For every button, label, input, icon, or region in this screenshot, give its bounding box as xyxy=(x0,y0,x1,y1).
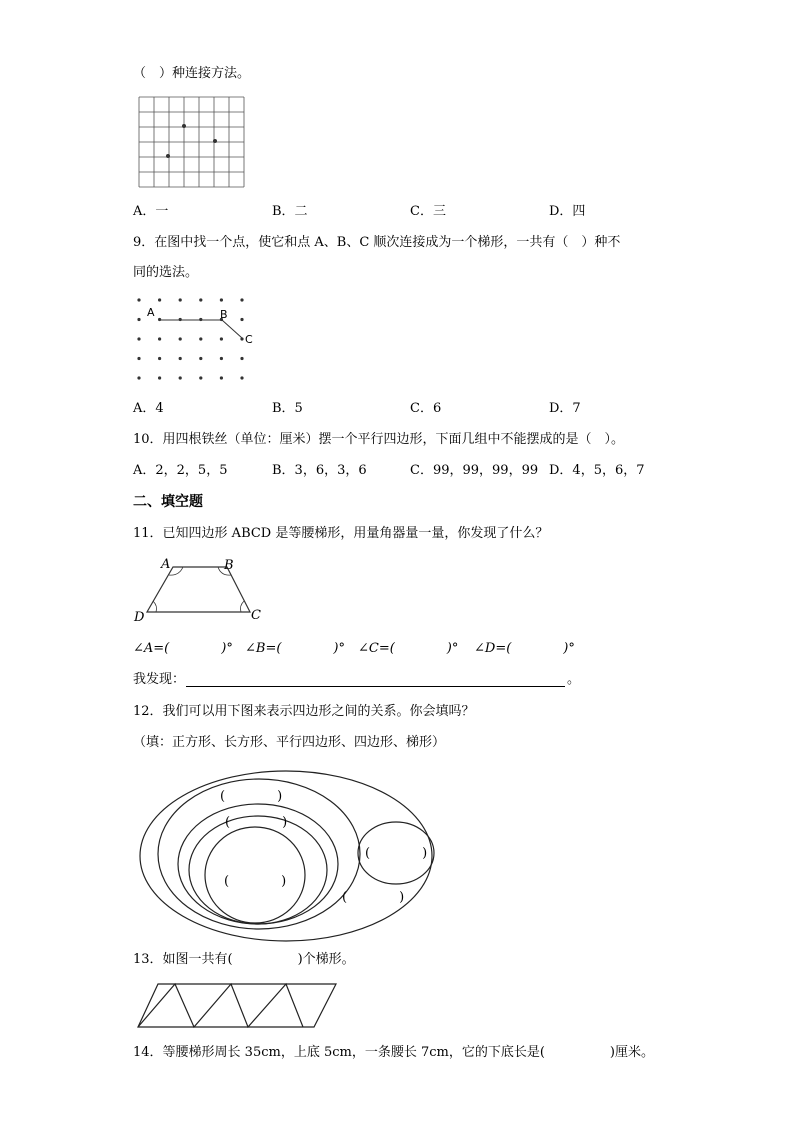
blank-side: ( ) xyxy=(365,846,428,861)
lattice-dot xyxy=(199,298,202,301)
q8-option-c[interactable]: C．三 xyxy=(410,204,446,219)
blank-level-3: ( ) xyxy=(225,815,288,830)
trapezoid-abcd xyxy=(147,567,250,612)
angle-mark-c xyxy=(240,601,244,612)
grid-point xyxy=(166,154,170,158)
lattice-dot xyxy=(199,357,202,360)
lattice-dot xyxy=(158,357,161,360)
lattice-dot xyxy=(220,337,223,340)
lattice-dot xyxy=(220,357,223,360)
q10-text: 10．用四根铁丝（单位：厘米）摆一个平行四边形，下面几组中不能摆成的是（ ）。 xyxy=(133,432,625,447)
lattice-dot xyxy=(137,376,140,379)
q14-text: 14．等腰梯形周长 35cm，上底 5cm，一条腰长 7cm，它的下底长是( )厘米。 xyxy=(133,1045,654,1060)
lattice-dot xyxy=(220,376,223,379)
q10-option-b[interactable]: B．3，6，3，6 xyxy=(272,463,367,478)
lattice-dot xyxy=(158,337,161,340)
zigzag-line xyxy=(138,984,303,1027)
lattice-dot xyxy=(179,337,182,340)
label-d: D xyxy=(134,610,145,625)
outer-parallelogram xyxy=(138,984,336,1027)
lattice-dot xyxy=(158,376,161,379)
lattice-dot xyxy=(137,318,140,321)
lattice-dot xyxy=(137,298,140,301)
lattice-dot xyxy=(199,337,202,340)
angle-c-blank[interactable]: ∠C=( )° xyxy=(358,641,459,656)
lattice-dot xyxy=(240,298,243,301)
q13-text: 13．如图一共有( )个梯形。 xyxy=(133,952,355,967)
blank-inner: ( ) xyxy=(224,874,287,889)
q11-found-blank[interactable] xyxy=(186,686,565,687)
q9-dot-figure xyxy=(134,295,264,385)
q8-option-b[interactable]: B．二 xyxy=(272,204,308,219)
q9-option-d[interactable]: D．7 xyxy=(549,401,581,416)
q9-option-c[interactable]: C．6 xyxy=(410,401,442,416)
label-b: B xyxy=(224,558,234,573)
grid-point xyxy=(182,124,186,128)
q11-text: 11．已知四边形 ABCD 是等腰梯形，用量角器量一量，你发现了什么？ xyxy=(133,526,549,541)
q10-option-a[interactable]: A．2，2，5，5 xyxy=(133,463,228,478)
q9-option-a[interactable]: A．4 xyxy=(133,401,164,416)
lattice-dot xyxy=(179,376,182,379)
q8-tail: （ ）种连接方法。 xyxy=(133,66,251,81)
label-b: B xyxy=(220,308,228,321)
segment-bc xyxy=(222,320,242,338)
lattice-dot xyxy=(158,298,161,301)
q9-text-line1: 9．在图中找一个点，使它和点 A、B、C 顺次连接成为一个梯形，一共有（ ）种不 xyxy=(133,235,621,250)
lattice-dot xyxy=(199,376,202,379)
angle-mark-d xyxy=(153,601,157,612)
q9-option-b[interactable]: B．5 xyxy=(272,401,303,416)
q8-option-a[interactable]: A．一 xyxy=(133,204,169,219)
section-2-title: 二、填空题 xyxy=(133,494,203,510)
lattice-dot xyxy=(137,337,140,340)
lattice-dot xyxy=(137,357,140,360)
angle-d-blank[interactable]: ∠D=( )° xyxy=(474,641,575,656)
q8-grid-figure xyxy=(138,96,246,188)
lattice-dot xyxy=(240,376,243,379)
q11-found-end: 。 xyxy=(567,672,581,687)
angle-a-blank[interactable]: ∠A=( )° xyxy=(133,641,233,656)
blank-outer: ( ) xyxy=(342,890,405,905)
grid-point xyxy=(213,139,217,143)
q12-venn-diagram xyxy=(138,763,443,948)
q8-option-d[interactable]: D．四 xyxy=(549,204,586,219)
q13-trapezoid-figure xyxy=(136,982,341,1030)
lattice-dot xyxy=(240,357,243,360)
lattice-dot xyxy=(220,298,223,301)
blank-level-2: ( ) xyxy=(220,789,283,804)
lattice-dot xyxy=(179,298,182,301)
lattice-dot xyxy=(240,318,243,321)
q9-text-line2: 同的选法。 xyxy=(133,265,199,280)
ellipse-level-4 xyxy=(189,816,327,924)
label-a: A xyxy=(147,306,155,319)
label-c: C xyxy=(245,333,253,346)
q10-option-d[interactable]: D．4，5，6，7 xyxy=(549,463,645,478)
label-a: A xyxy=(161,557,171,572)
q12-hint: （填：正方形、长方形、平行四边形、四边形、梯形） xyxy=(133,735,446,750)
q10-option-c[interactable]: C．99，99，99，99 xyxy=(410,463,539,478)
q12-text: 12．我们可以用下图来表示四边形之间的关系。你会填吗？ xyxy=(133,704,475,719)
lattice-dot xyxy=(179,357,182,360)
q11-trapezoid-figure xyxy=(133,556,268,628)
q11-found-label: 我发现： xyxy=(133,672,186,687)
label-c: C xyxy=(251,608,261,623)
angle-b-blank[interactable]: ∠B=( )° xyxy=(245,641,345,656)
